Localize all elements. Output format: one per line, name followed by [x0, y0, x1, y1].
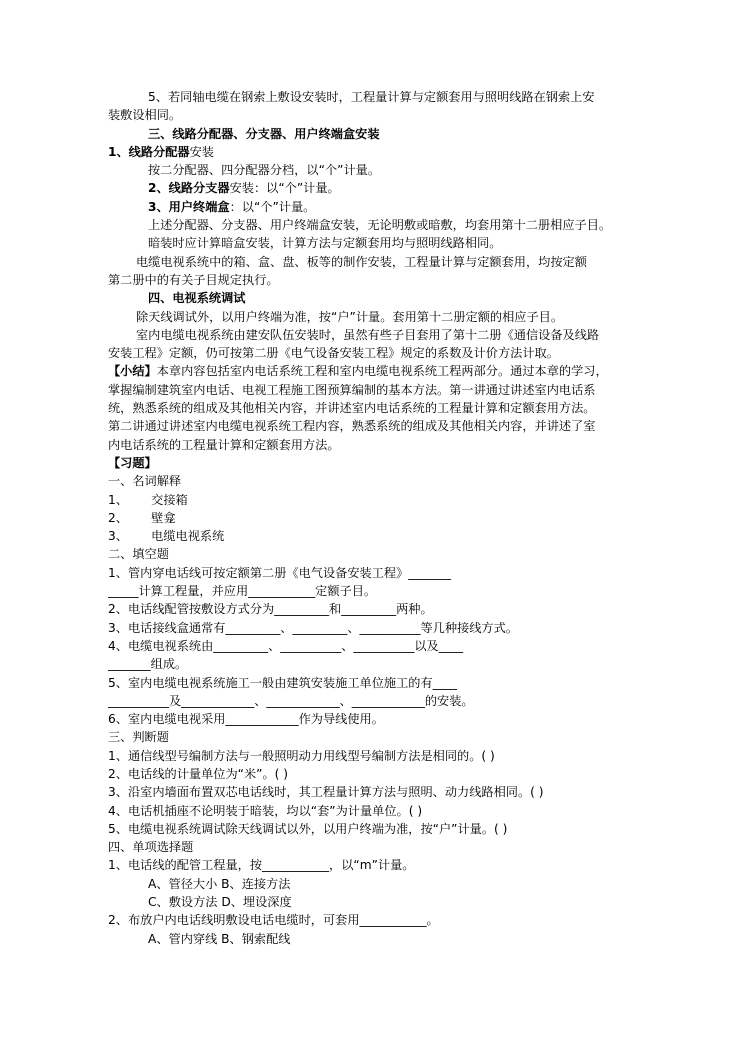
- exercise-section-4: 四、单项选择题: [108, 840, 194, 855]
- item-splitter-rest: 安装: [189, 144, 214, 159]
- item-outlet-rest: ：以“个”计量。: [229, 199, 316, 214]
- exercises-title: 【习题】: [108, 455, 157, 470]
- term-2: 2、 壁龛: [108, 510, 176, 525]
- item-splitter-desc: 按二分配器、四分配器分档，以“个”计量。: [148, 163, 381, 178]
- item-tap-rest: 安装：以“个”计量。: [229, 181, 340, 196]
- item-outlet-box: [108, 198, 648, 216]
- paragraph-install-team-line2: 安装工程》定额，仍可按第二册《电气设备安装工程》规定的系数及计价方法计取。: [108, 346, 559, 361]
- paragraph-install-note: 上述分配器、分支器、用户终端盒安装，无论明敷或暗敷，均套用第十二册相应子目。: [148, 218, 612, 233]
- choice-2-options-ab: A、管内穿线 B、钢索配线: [148, 931, 291, 946]
- choice-1-options-cd: C、敷设方法 D、埋设深度: [148, 895, 292, 910]
- summary-line4: 第二讲通过讲述室内电缆电视系统工程内容，熟悉系统的组成及其他相关内容，并讲述了室: [108, 419, 596, 434]
- fill-2: 2、电话线配管按敷设方式分为_________和_________两种。: [108, 602, 433, 617]
- section-heading-3: 三、线路分配器、分支器、用户终端盒安装: [148, 126, 380, 141]
- fill-1-line2: _____计算工程量，并应用___________定额子目。: [108, 584, 377, 599]
- summary-text: 本章内容包括室内电话系统工程和室内电缆电视系统工程两部分。通过本章的学习，: [156, 364, 608, 379]
- judge-4: 4、电话机插座不论明装于暗装，均以“套”为计量单位。( ): [108, 803, 423, 818]
- judge-5: 5、电缆电视系统调试除天线调试以外，以用户终端为准，按“户”计量。( ): [108, 821, 508, 836]
- paragraph-install-team-line1: 室内电缆电视系统由建安队伍安装时，虽然有些子目套用了第十二册《通信设备及线路: [136, 327, 600, 342]
- paragraph-box-line1: 电缆电视系统中的箱、盒、盘、板等的制作安装，工程量计算与定额套用，均按定额: [136, 254, 587, 269]
- paragraph-box-line2: 第二册中的有关子目规定执行。: [108, 272, 279, 287]
- paragraph-item5-line2: 装敷设相同。: [108, 108, 182, 123]
- summary-line1: [108, 362, 648, 380]
- choice-1: 1、电话线的配管工程量，按___________，以“m”计量。: [108, 858, 415, 873]
- item-tap-term: 2、线路分支器: [148, 181, 230, 196]
- item-splitter: [108, 143, 648, 161]
- exercise-section-2: 二、填空题: [108, 547, 169, 562]
- judge-1: 1、通信线型号编制方法与一般照明动力用线型号编制方法是相同的。( ): [108, 748, 495, 763]
- item-tap: [108, 179, 648, 197]
- term-1: 1、 交接箱: [108, 492, 188, 507]
- section-heading-4: 四、电视系统调试: [148, 291, 246, 306]
- fill-1-line1: 1、管内穿电话线可按定额第二册《电气设备安装工程》_______: [108, 565, 451, 580]
- paragraph-item5-line1: 5、若同轴电缆在钢索上敷设安装时，工程量计算与定额套用与照明线路在钢索上安: [148, 90, 595, 104]
- fill-5-line1: 5、室内电缆电视系统施工一般由建筑安装施工单位施工的有____: [108, 675, 458, 690]
- exercise-section-1: 一、名词解释: [108, 474, 182, 489]
- summary-line5: 内电话系统的工程量计算和定额套用方法。: [108, 437, 340, 452]
- summary-line3: 统，熟悉系统的组成及其他相关内容，并讲述室内电话系统的工程量计算和定额套用方法。: [108, 401, 596, 416]
- judge-3: 3、沿室内墙面布置双芯电话线时，其工程量计算方法与照明、动力线路相同。( ): [108, 785, 544, 800]
- fill-4-line2: _______组成。: [108, 657, 188, 672]
- judge-2: 2、电话线的计量单位为“米”。( ): [108, 766, 289, 781]
- summary-label: 【小结】: [108, 364, 157, 379]
- fill-5-line2: __________及____________、____________、____________的安装。: [108, 693, 474, 708]
- document-page: [108, 88, 648, 948]
- fill-4-line1: 4、电缆电视系统由_________、__________、__________以及____: [108, 638, 464, 653]
- choice-1-options-ab: A、管径大小 B、连接方法: [148, 876, 291, 891]
- choice-2: 2、布放户内电话线明敷设电话电缆时，可套用___________。: [108, 913, 439, 928]
- term-3: 3、 电缆电视系统: [108, 529, 225, 544]
- summary-line2: 掌握编制建筑室内电话、电视工程施工图预算编制的基本方法。第一讲通过讲述室内电话系: [108, 382, 596, 397]
- item-splitter-term: 1、线路分配器: [108, 144, 190, 159]
- exercise-section-3: 三、判断题: [108, 730, 169, 745]
- item-outlet-term: 3、用户终端盒: [148, 199, 230, 214]
- fill-3: 3、电话接线盒通常有_________、_________、__________等几种接线方式。: [108, 620, 518, 635]
- fill-6: 6、室内电缆电视采用____________作为导线使用。: [108, 712, 384, 727]
- paragraph-concealed-note: 暗装时应计算暗盒安装，计算方法与定额套用均与照明线路相同。: [148, 236, 502, 251]
- paragraph-debug: 除天线调试外，以用户终端为准，按“户”计量。套用第十二册定额的相应子目。: [136, 309, 564, 324]
